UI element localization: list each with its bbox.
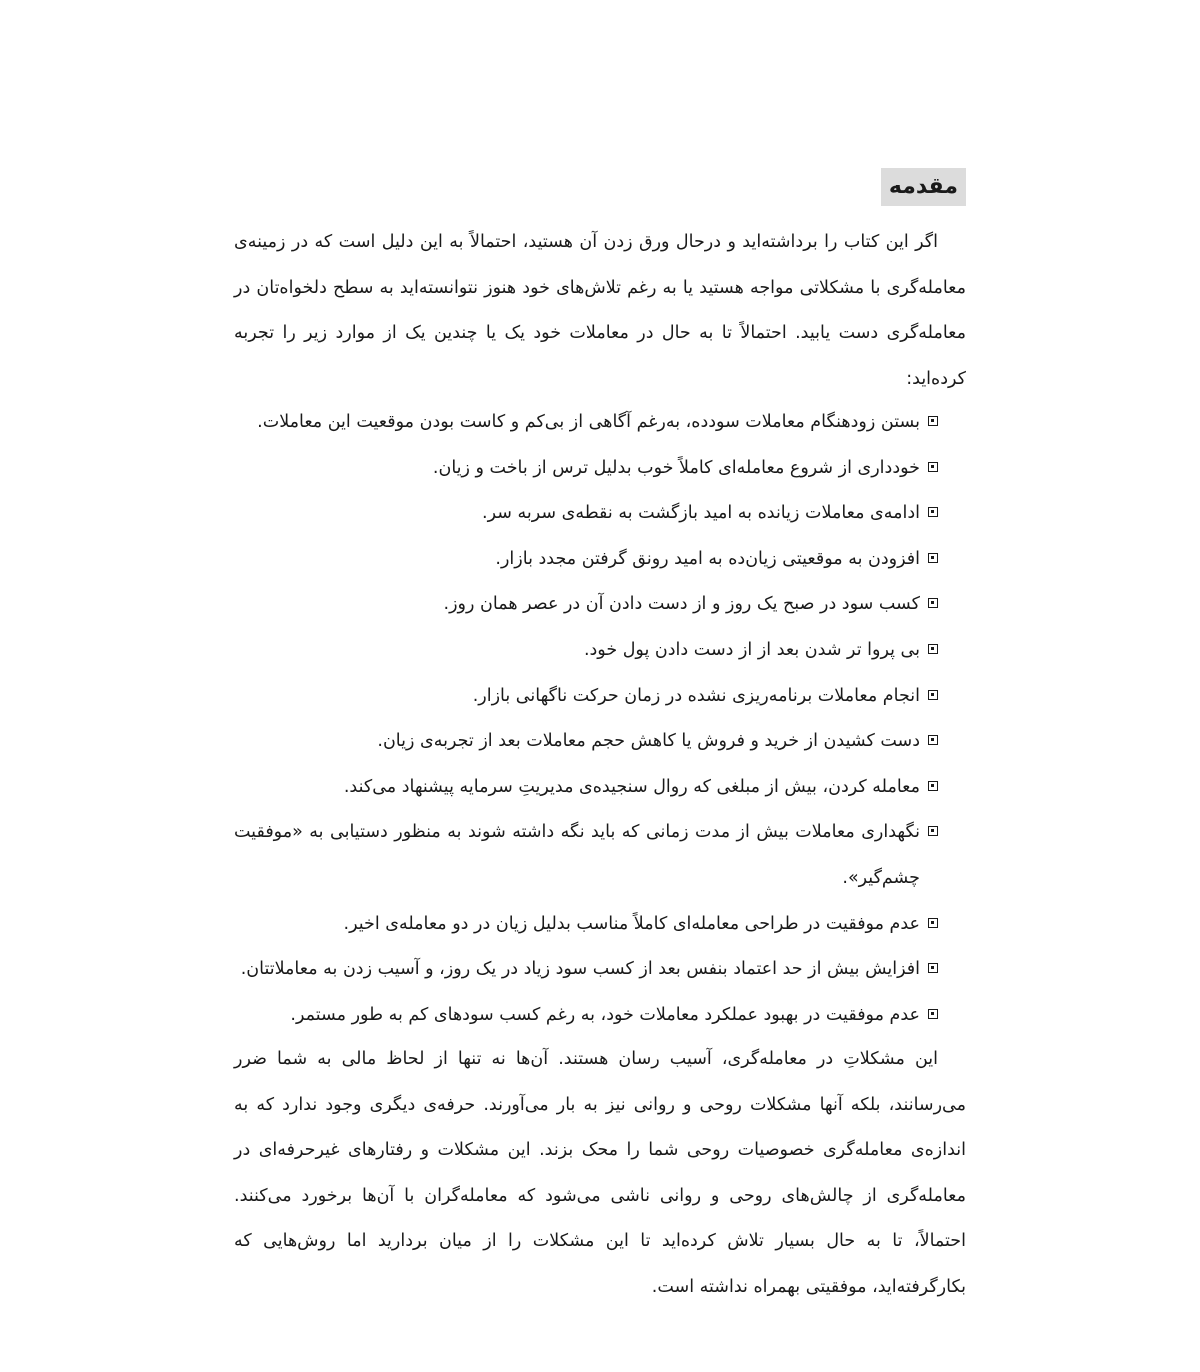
list-item bbox=[234, 674, 938, 720]
list-item-text: ادامه‌ی معاملات زیانده به امید بازگشت به نقطه‌ی سربه سر. bbox=[482, 503, 920, 524]
square-bullet-icon bbox=[928, 553, 938, 563]
list-item-text: عدم موفقیت در بهبود عملکرد معاملات خود، به رغم کسب سودهای کم به طور مستمر. bbox=[290, 1004, 920, 1025]
list-item bbox=[234, 582, 938, 628]
square-bullet-icon bbox=[928, 644, 938, 654]
list-item bbox=[234, 810, 938, 901]
square-bullet-icon bbox=[928, 690, 938, 700]
square-bullet-icon bbox=[928, 1009, 938, 1019]
list-item bbox=[234, 400, 938, 446]
intro-paragraph bbox=[234, 220, 966, 402]
square-bullet-icon bbox=[928, 781, 938, 791]
closing-paragraph bbox=[234, 1037, 966, 1311]
list-item bbox=[234, 491, 938, 537]
section-heading: مقدمه bbox=[881, 168, 966, 206]
square-bullet-icon bbox=[928, 598, 938, 608]
square-bullet-icon bbox=[928, 416, 938, 426]
square-bullet-icon bbox=[928, 507, 938, 517]
square-bullet-icon bbox=[928, 963, 938, 973]
list-item-text: انجام معاملات برنامه‌ریزی نشده در زمان حرکت ناگهانی بازار. bbox=[472, 685, 920, 706]
list-item-text: معامله کردن، بیش از مبلغی که روال سنجیده‌ی مدیریتِ سرمایه پیشنهاد می‌کند. bbox=[343, 776, 920, 797]
list-item-text: خودداری از شروع معامله‌ای کاملاً خوب بدلیل ترس از باخت و زیان. bbox=[432, 457, 920, 478]
list-item bbox=[234, 446, 938, 492]
list-item bbox=[234, 993, 938, 1039]
list-item-text: نگهداری معاملات بیش از مدت زمانی که باید نگه داشته شوند به منظور دستیابی به «موفقیت چشم‌گیر». bbox=[234, 822, 920, 888]
square-bullet-icon bbox=[928, 918, 938, 928]
experience-list bbox=[234, 400, 938, 1038]
square-bullet-icon bbox=[928, 826, 938, 836]
list-item-text: بستن زودهنگام معاملات سودده، به‌رغم آگاهی از بی‌کم و کاست بودن موقعیت این معاملات. bbox=[257, 412, 920, 432]
square-bullet-icon bbox=[928, 735, 938, 745]
list-item-text: دست کشیدن از خرید و فروش یا کاهش حجم معاملات بعد از تجربه‌ی زیان. bbox=[377, 731, 920, 752]
closing-text: این مشکلاتِ در معامله‌گری، آسیب رسان هستند. آن‌ها نه تنها از لحاظ مالی به شما ضرر می‌رسانند، بلکه آنها مشکلات روحی و روانی نیز به بار می‌آورند. حرفه‌ی دیگری وجود ندارد که به اندازه‌ی معامله‌گری خصوصیات روحی شما را محک بزند. این مشکلات و رفتارهای غیرحرفه‌ای در معامله‌گری از چالش‌های روحی و روانی ناشی می‌شود که معامله‌گران با آن‌ها برخورد می‌کنند. احتمالاً، تا به حال بسیار تلاش کرده‌اید تا این مشکلات را از میان بردارید اما روش‌هایی که بکارگرفته‌اید، موفقیتی بهمراه نداشته است. bbox=[234, 1049, 966, 1297]
list-item bbox=[234, 765, 938, 811]
list-item-text: عدم موفقیت در طراحی معامله‌ای کاملاً مناسب بدلیل زیان در دو معامله‌ی اخیر. bbox=[343, 913, 920, 934]
list-item-text: افزایش بیش از حد اعتماد بنفس بعد از کسب سود زیاد در یک روز، و آسیب زدن به معاملاتتان. bbox=[240, 959, 920, 980]
list-item bbox=[234, 947, 938, 993]
list-item-text: بی پروا تر شدن بعد از از دست دادن پول خود. bbox=[583, 639, 920, 660]
list-item bbox=[234, 719, 938, 765]
intro-text: اگر این کتاب را برداشته‌اید و درحال ورق زدن آن هستید، احتمالاً به این دلیل است که در زمینه‌ی معامله‌گری با مشکلاتی مواجه هستید یا به رغم تلاش‌های خود هنوز نتوانسته‌اید به سطح دلخواه‌تان در معامله‌گری دست یابید. احتمالاً تا به حال در معاملات خود یک یا چندین یک از موارد زیر را تجربه کرده‌اید: bbox=[234, 232, 966, 389]
list-item bbox=[234, 902, 938, 948]
list-item-text: افزودن به موقعیتی زیان‌ده به امید رونق گرفتن مجدد بازار. bbox=[495, 548, 920, 569]
list-item bbox=[234, 537, 938, 583]
list-item bbox=[234, 628, 938, 674]
list-item-text: کسب سود در صبح یک روز و از دست دادن آن در عصر همان روز. bbox=[443, 594, 920, 615]
square-bullet-icon bbox=[928, 462, 938, 472]
